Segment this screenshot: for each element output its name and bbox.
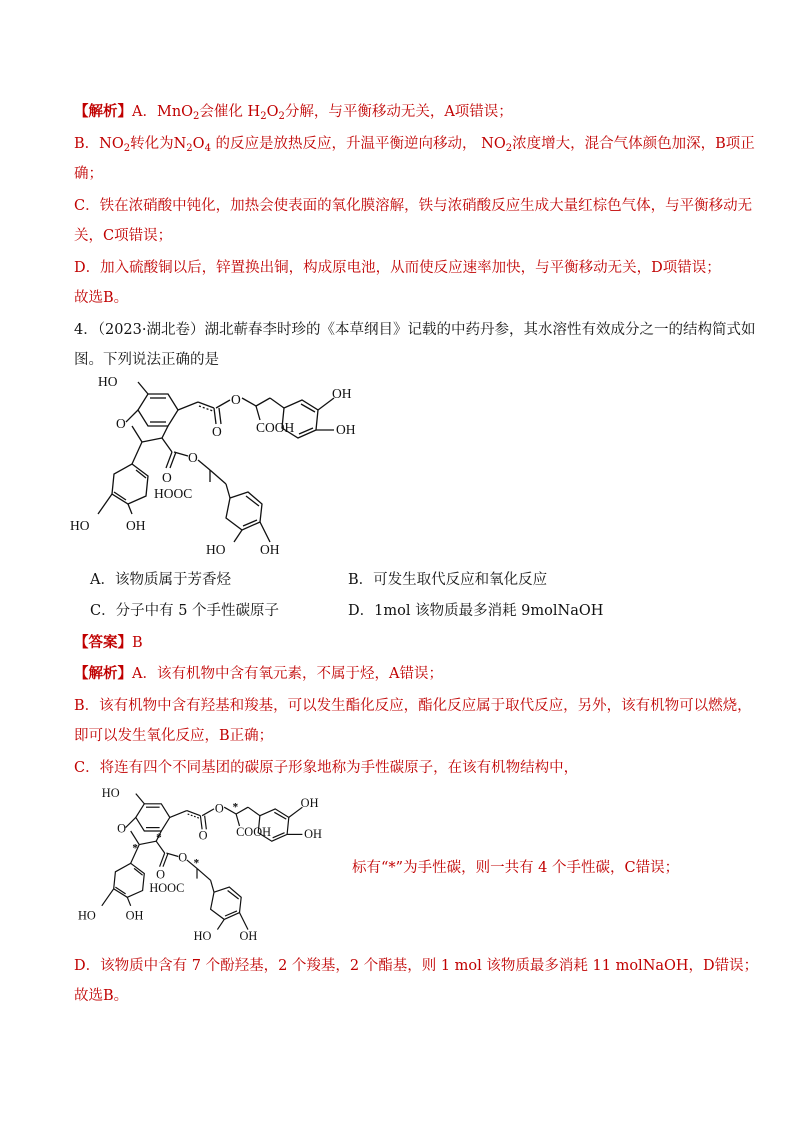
- label-o-ester: O: [231, 392, 241, 407]
- benzofuran-benzene-ring: [138, 394, 178, 426]
- answer-tag: 【答案】: [74, 634, 132, 651]
- label-o-carbonyl-2: O: [156, 867, 166, 882]
- label-oh-1: OH: [300, 796, 319, 811]
- q4-analysis-c-note: 标有“*”为手性碳，则一共有 4 个手性碳，C错误；: [352, 860, 680, 876]
- text-segment: A．该有机物中含有氧元素，不属于烃，A错误；: [132, 666, 443, 682]
- subscript: 2: [260, 111, 267, 122]
- catechol-ring-2: [226, 492, 262, 530]
- label-ho-left: HO: [70, 518, 90, 533]
- label-o-carbonyl: O: [212, 424, 222, 439]
- option-c: C．分子中有 5 个手性碳原子: [90, 603, 280, 619]
- option-d: D．1mol 该物质最多消耗 9molNaOH: [348, 603, 604, 619]
- q3-analysis-b-cont: 确；: [74, 166, 103, 182]
- text-segment: A．MnO: [132, 104, 194, 120]
- chiral-star-2: *: [132, 842, 138, 855]
- label-ho-left: HO: [78, 908, 96, 923]
- q3-analysis-c-2: 关，C项错误；: [74, 228, 173, 244]
- molecule-structure-annotated: [78, 782, 350, 948]
- label-oh-2: OH: [336, 422, 356, 437]
- text-segment: 转化为N: [130, 136, 187, 152]
- q4-analysis-c: C．将连有四个不同基团的碳原子形象地称为手性碳原子，在该有机物结构中，: [74, 760, 579, 776]
- label-oh-2: OH: [304, 826, 322, 841]
- label-o-ester-2: O: [188, 450, 198, 465]
- text-segment: 分解，与平衡移动无关，A项错误；: [284, 104, 513, 120]
- label-o-carbonyl-2: O: [162, 470, 172, 485]
- subscript: 2: [186, 143, 193, 154]
- q3-analysis-a: [74, 102, 513, 127]
- label-o-carbonyl: O: [198, 828, 208, 843]
- subscript: 2: [123, 143, 131, 154]
- q4-analysis-d: D．该物质中含有 7 个酚羟基，2 个羧基，2 个酯基，则 1 mol 该物质最多消耗 11 molNaOH，D错误；: [74, 958, 759, 974]
- label-hooc: HOOC: [154, 486, 193, 501]
- q4-analysis-a: [74, 664, 443, 684]
- q4-analysis-b-1: B．该有机物中含有羟基和羧基，可以发生酯化反应，酯化反应属于取代反应，另外，该有机物可以燃烧，: [74, 698, 752, 714]
- label-ho-bottom: HO: [206, 542, 226, 557]
- label-oh-bottom: OH: [260, 542, 280, 557]
- q4-analysis-b-2: 即可以发生氧化反应，B正确；: [74, 728, 274, 744]
- label-cooh: COOH: [256, 420, 295, 435]
- chiral-star-1: *: [232, 801, 239, 814]
- label-ho-top: HO: [101, 786, 120, 800]
- label-o-ring: O: [117, 821, 127, 836]
- label-o-ester: O: [214, 801, 224, 816]
- analysis-tag: 【解析】: [74, 665, 132, 682]
- text-segment: 的反应是放热反应，升温平衡逆向移动， NO: [210, 136, 506, 152]
- answer-value: B: [132, 635, 143, 651]
- text-segment: 会催化 H: [199, 104, 261, 120]
- text-segment: O: [192, 136, 205, 152]
- label-cooh: COOH: [236, 825, 271, 840]
- q3-analysis-b: [74, 134, 755, 159]
- option-b: B．可发生取代反应和氧化反应: [348, 572, 548, 588]
- q3-choose: 故选B。: [74, 290, 129, 306]
- label-ho-bottom: HO: [193, 928, 212, 943]
- q3-analysis-d: D．加入硫酸铜以后，锌置换出铜，构成原电池，从而使反应速率加快，与平衡移动无关，D项错误；: [74, 260, 721, 276]
- label-o-ring: O: [116, 416, 126, 431]
- q4-stem-2: 图。下列说法正确的是: [74, 352, 219, 368]
- label-o-ester-2: O: [178, 850, 188, 865]
- catechol-ring-3: [112, 464, 148, 504]
- option-a: A．该物质属于芳香烃: [90, 572, 231, 588]
- q3-analysis-c-1: C．铁在浓硝酸中钝化，加热会使表面的氧化膜溶解，铁与浓硝酸反应生成大量红棕色气体，与平衡移动无: [74, 198, 753, 214]
- analysis-tag: 【解析】: [74, 103, 132, 120]
- label-ho-top: HO: [98, 374, 118, 389]
- label-hooc: HOOC: [149, 881, 185, 896]
- subscript: 2: [505, 143, 513, 154]
- answer-line: [74, 633, 143, 653]
- subscript: 2: [278, 111, 285, 122]
- chiral-star-3: *: [156, 832, 162, 845]
- molecule-structure: [70, 372, 390, 560]
- label-oh-left: OH: [126, 518, 146, 533]
- label-oh-bottom: OH: [239, 928, 258, 943]
- text-segment: B．NO: [74, 136, 124, 152]
- chiral-star-4: *: [193, 857, 200, 870]
- subscript: 4: [204, 143, 211, 154]
- subscript: 2: [193, 111, 200, 122]
- text-segment: 浓度增大，混合气体颜色加深，B项正: [512, 136, 755, 152]
- text-segment: O: [266, 104, 279, 120]
- q4-stem-1: 4．（2023·湖北卷）湖北蕲春李时珍的《本草纲目》记载的中药丹参，其水溶性有效成分之一的结构简式如: [74, 322, 756, 338]
- label-oh-left: OH: [125, 908, 144, 923]
- label-oh-1: OH: [332, 386, 352, 401]
- q4-choose: 故选B。: [74, 988, 129, 1004]
